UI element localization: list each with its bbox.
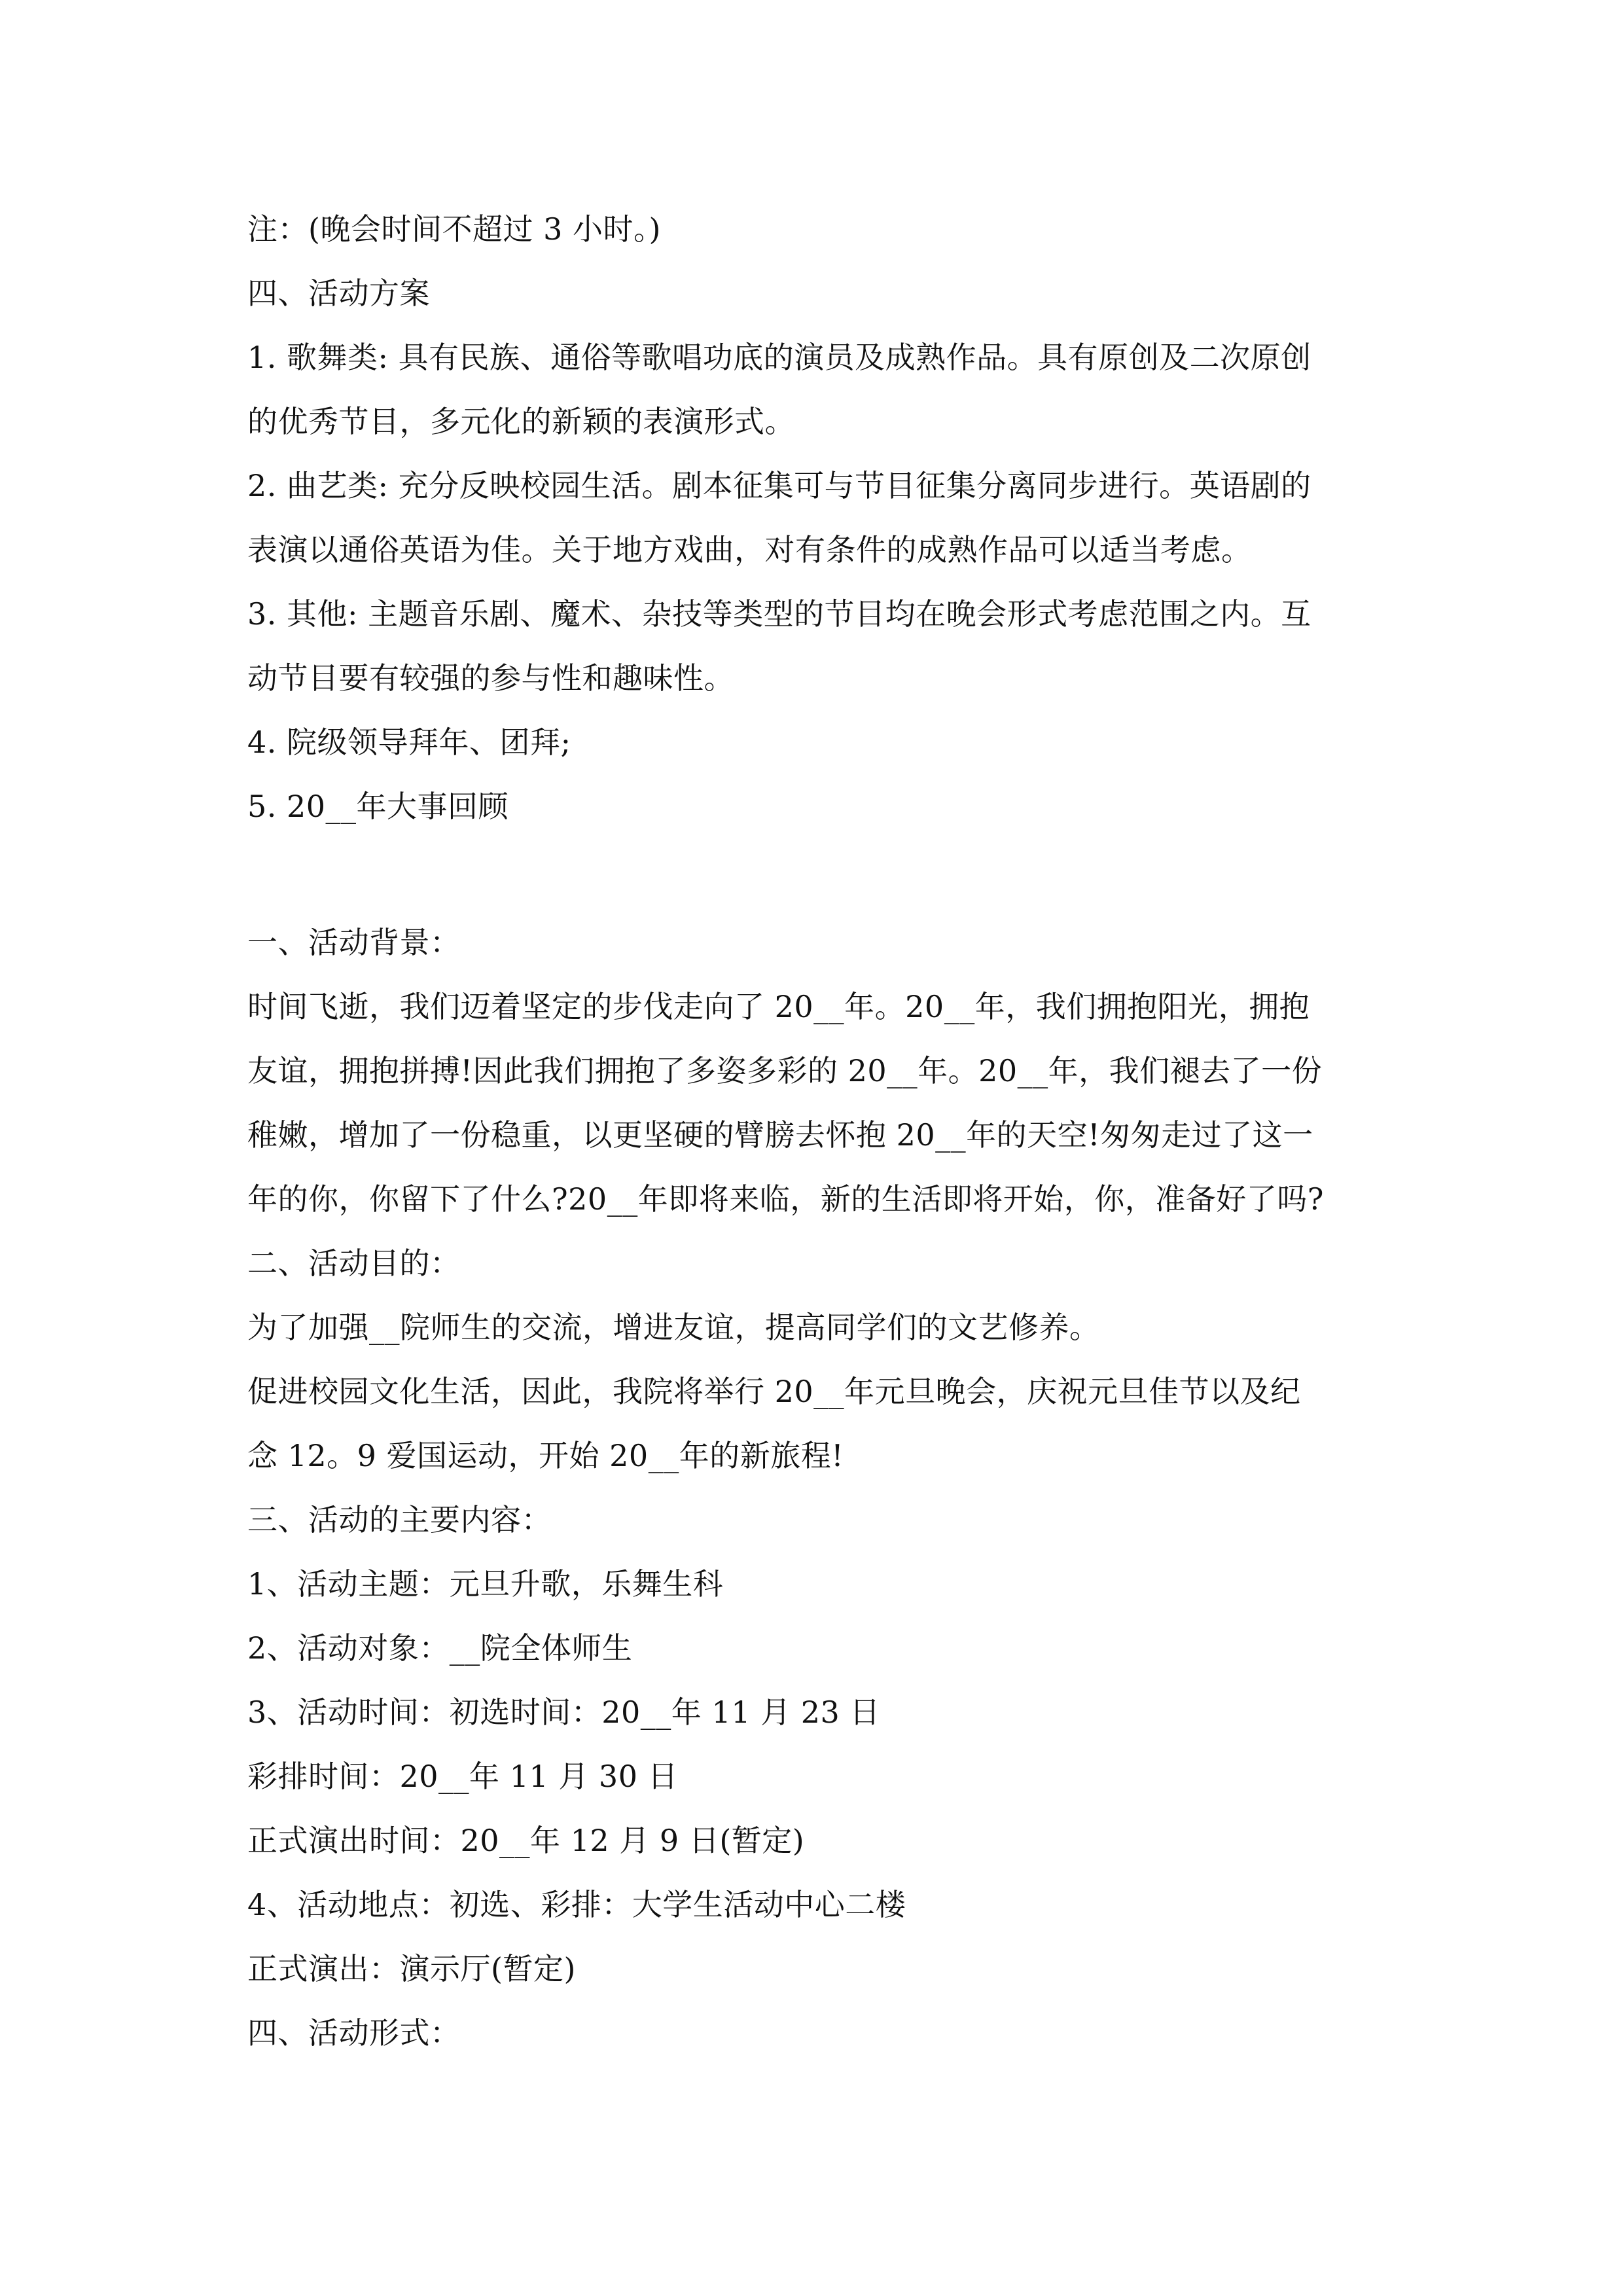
text-line: 正式演出时间：20__年 12 月 9 日(暂定) [247,1823,805,1858]
section-heading: 一、活动背景： [247,925,461,960]
text-line: 3. 其他: 主题音乐剧、魔术、杂技等类型的节目均在晚会形式考虑范围之内。互 [247,596,1311,632]
section-heading: 三、活动的主要内容： [247,1502,552,1537]
text-line: 时间飞逝，我们迈着坚定的步伐走向了 20__年。20__年，我们拥抱阳光，拥抱 [247,989,1310,1024]
text-line: 3、活动时间：初选时间：20__年 11 月 23 日 [247,1695,880,1730]
document-section-top [247,197,1412,838]
document-section-bottom [247,910,1412,2065]
section-heading: 二、活动目的： [247,1246,461,1281]
text-line: 5. 20__年大事回顾 [247,789,509,824]
text-line: 2、活动对象：__院全体师生 [247,1630,633,1666]
section-heading: 四、活动形式： [247,2015,461,2051]
text-line: 彩排时间：20__年 11 月 30 日 [247,1759,679,1794]
text-line: 为了加强__院师生的交流，增进友谊，提高同学们的文艺修养。 [247,1310,1100,1345]
text-line: 4. 院级领导拜年、团拜; [247,725,571,760]
text-line: 动节目要有较强的参与性和趣味性。 [247,660,734,696]
text-line: 念 12。9 爱国运动，开始 20__年的新旅程! [247,1438,844,1473]
text-line: 1. 歌舞类: 具有民族、通俗等歌唱功底的演员及成熟作品。具有原创及二次原创 [247,340,1311,375]
text-line: 表演以通俗英语为佳。关于地方戏曲，对有条件的成熟作品可以适当考虑。 [247,532,1252,567]
text-line: 年的你，你留下了什么?20__年即将来临，新的生活即将开始，你，准备好了吗? [247,1181,1324,1217]
section-heading: 四、活动方案 [247,276,430,311]
text-line: 注：(晚会时间不超过 3 小时。) [247,211,661,247]
text-line: 2. 曲艺类: 充分反映校园生活。剧本征集可与节目征集分离同步进行。英语剧的 [247,468,1311,503]
text-line: 促进校园文化生活，因此，我院将举行 20__年元旦晚会，庆祝元旦佳节以及纪 [247,1374,1301,1409]
text-line: 的优秀节目，多元化的新颖的表演形式。 [247,404,795,439]
text-line: 1、活动主题：元旦升歌，乐舞生科 [247,1566,724,1602]
text-line: 稚嫩，增加了一份稳重，以更坚硬的臂膀去怀抱 20__年的天空!匆匆走过了这一 [247,1117,1313,1153]
text-line: 友谊，拥抱拼搏!因此我们拥抱了多姿多彩的 20__年。20__年，我们褪去了一份 [247,1053,1323,1088]
text-line: 正式演出：演示厅(暂定) [247,1951,576,1986]
text-line: 4、活动地点：初选、彩排：大学生活动中心二楼 [247,1887,906,1922]
